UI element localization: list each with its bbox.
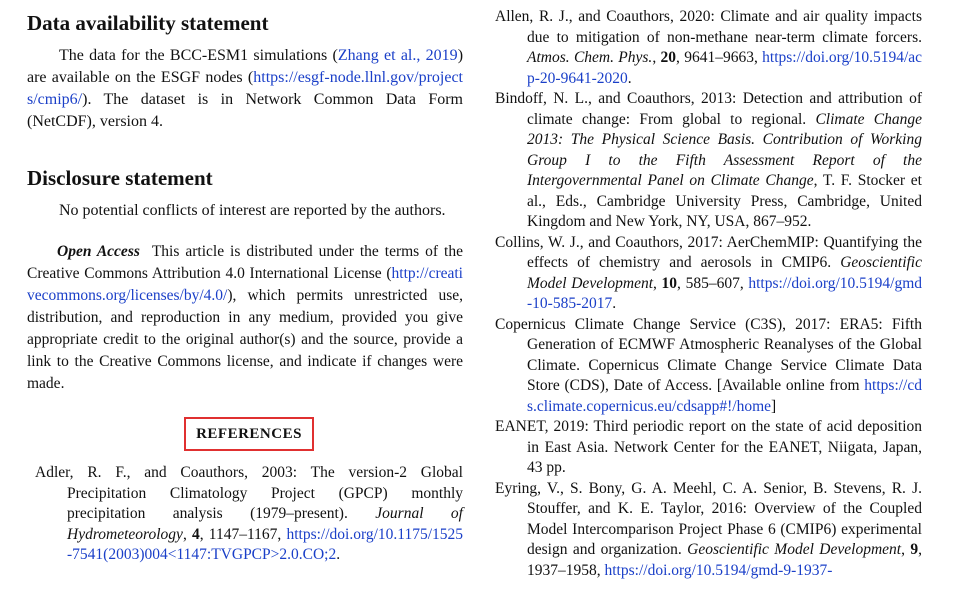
copernicus-cds-link[interactable]: https://cds.climate.copernicus.eu/cdsapp#!/home	[527, 377, 922, 415]
open-access-text: Open Access This article is distributed under the terms of the Creative Commons Attribution 4.0 International License (http://creativecommons.org/licenses/by/4.0/), which permits unrestricted use, distribution, and reproduction in any medium, provided you give appropriate credit to the original author(s) and the source, provide a link to the Creative Commons license, and indicate if changes were made.	[27, 243, 463, 392]
reference-bindoff: Bindoff, N. L., and Coauthors, 2013: Detection and attribution of climate change: From global to regional. Climate Change 2013: The Physical Science Basis. Contribution of Working Group I to the Fifth Assessment Report of the Intergovernmental Panel on Climate Change, T. F. Stocker et al., Eds., Cambridge University Press, Cambridge, United Kingdom and New York, NY, USA, 867–952.	[495, 90, 922, 230]
right-column	[495, 7, 922, 581]
zhang-citation-link[interactable]: Zhang et al., 2019	[337, 47, 458, 64]
reference-adler: Adler, R. F., and Coauthors, 2003: The version-2 Global Precipitation Climatology Project (GPCP) monthly precipitation analysis (1979–present). Journal of Hydrometeorology, 4, 1147–1167, https://doi.org/10.1175/1525-7541(2003)004<1147:TVGPCP>2.0.CO;2.	[35, 464, 464, 563]
disclosure-heading: Disclosure statement	[27, 166, 213, 190]
esgf-link[interactable]: https://esgf-node.llnl.gov/projects/cmip6/	[27, 69, 463, 108]
left-column	[27, 8, 463, 566]
cc-license-link[interactable]: http://creativecommons.org/licenses/by/4.0/	[27, 265, 463, 304]
reference-eanet: EANET, 2019: Third periodic report on the state of acid deposition in East Asia. Network Center for the EANET, Niigata, Japan, 43 pp.	[495, 418, 922, 476]
eyring-doi-link[interactable]: https://doi.org/10.5194/gmd-9-1937-	[604, 561, 833, 579]
allen-doi-link[interactable]: https://doi.org/10.5194/acp-20-9641-2020	[527, 49, 923, 87]
reference-allen: Allen, R. J., and Coauthors, 2020: Climate and air quality impacts due to mitigation of non-methane near-term climate forcers. Atmos. Chem. Phys., 20, 9641–9663, https://doi.org/10.5194/acp-20-9641-2020.	[495, 8, 923, 87]
data-availability-text: The data for the BCC-ESM1 simulations (Zhang et al., 2019) are available on the ESGF nodes (https://esgf-node.llnl.gov/projects/cmip6/). The dataset is in Network Common Data Form (NetCDF), version 4.	[27, 47, 464, 130]
reference-copernicus: Copernicus Climate Change Service (C3S), 2017: ERA5: Fifth Generation of ECMWF Atmospheric Reanalyses of the Global Climate. Copernicus Climate Change Service Climate Data Store (CDS), Date of Access. [Available online from https://cds.climate.copernicus.eu/cdsapp#!/home]	[495, 315, 922, 415]
references-heading: REFERENCES	[184, 417, 314, 451]
reference-eyring: Eyring, V., S. Bony, G. A. Meehl, C. A. Senior, B. Stevens, R. J. Stouffer, and K. E. Taylor, 2016: Overview of the Coupled Model Intercomparison Project Phase 6 (CMIP6) experimental design and organization. Geoscientific Model Development, 9, 1937–1958, https://doi.org/10.5194/gmd-9-1937-	[495, 479, 922, 579]
adler-doi-link[interactable]: https://doi.org/10.1175/1525-7541(2003)004<1147:TVGPCP>2.0.CO;2	[67, 525, 464, 563]
collins-doi-link[interactable]: https://doi.org/10.5194/gmd-10-585-2017	[527, 274, 923, 312]
reference-collins: Collins, W. J., and Coauthors, 2017: AerChemMIP: Quantifying the effects of chemistry and aerosols in CMIP6. Geoscientific Model Development, 10, 585–607, https://doi.org/10.5194/gmd-10-585-2017.	[495, 233, 923, 312]
data-availability-heading: Data availability statement	[27, 11, 269, 35]
open-access-label: Open Access	[57, 243, 140, 260]
disclosure-text: No potential conflicts of interest are reported by the authors.	[59, 202, 446, 219]
